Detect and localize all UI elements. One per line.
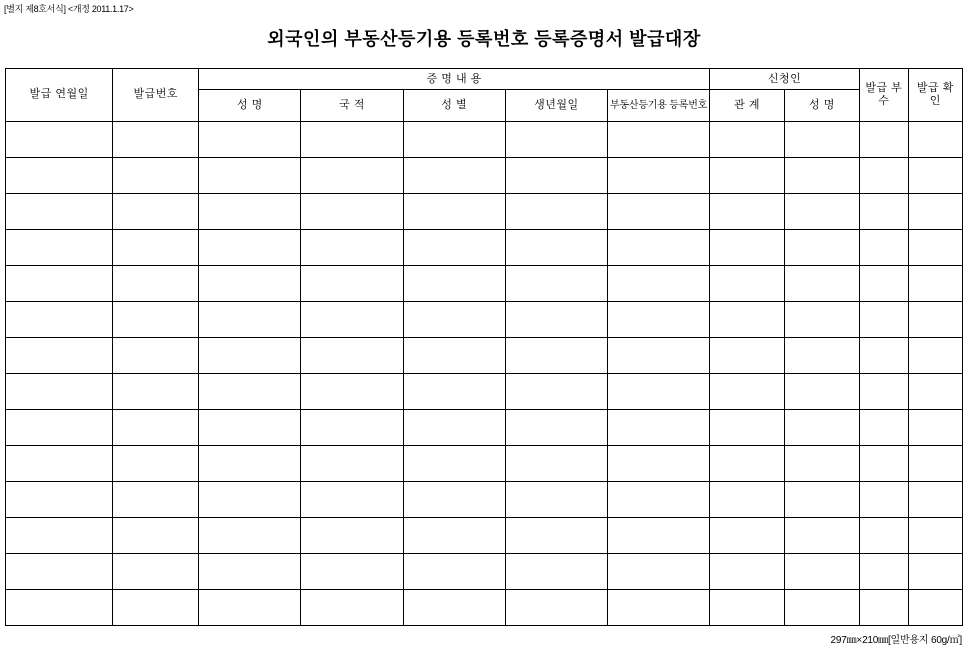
cell-issue-date[interactable]: [6, 518, 113, 554]
cell-relation[interactable]: [710, 194, 785, 230]
table-row[interactable]: [6, 590, 963, 626]
cell-issue-number[interactable]: [113, 158, 199, 194]
table-row[interactable]: [6, 194, 963, 230]
cell-confirmation[interactable]: [908, 158, 962, 194]
cell-applicant-name[interactable]: [785, 338, 860, 374]
cell-confirmation[interactable]: [908, 482, 962, 518]
cell-gender[interactable]: [403, 446, 505, 482]
header-relation: 관 계: [710, 90, 785, 122]
cell-name[interactable]: [199, 410, 301, 446]
cell-issue-number[interactable]: [113, 122, 199, 158]
cell-nationality[interactable]: [301, 302, 403, 338]
cell-birth-date[interactable]: [505, 554, 607, 590]
cell-confirmation[interactable]: [908, 194, 962, 230]
cell-name[interactable]: [199, 518, 301, 554]
cell-applicant-name[interactable]: [785, 122, 860, 158]
cell-issue-date[interactable]: [6, 158, 113, 194]
header-confirmation-line2: 인: [929, 95, 941, 107]
cell-copies[interactable]: [859, 122, 908, 158]
cell-issue-number[interactable]: [113, 518, 199, 554]
cell-name[interactable]: [199, 590, 301, 626]
cell-copies[interactable]: [859, 194, 908, 230]
cell-registration-number[interactable]: [607, 374, 709, 410]
cell-registration-number[interactable]: [607, 338, 709, 374]
cell-issue-date[interactable]: [6, 410, 113, 446]
cell-birth-date[interactable]: [505, 482, 607, 518]
cell-copies[interactable]: [859, 554, 908, 590]
cell-issue-number[interactable]: [113, 446, 199, 482]
cell-registration-number[interactable]: [607, 554, 709, 590]
cell-name[interactable]: [199, 194, 301, 230]
cell-gender[interactable]: [403, 266, 505, 302]
cell-issue-date[interactable]: [6, 230, 113, 266]
cell-issue-date[interactable]: [6, 446, 113, 482]
cell-copies[interactable]: [859, 302, 908, 338]
cell-confirmation[interactable]: [908, 410, 962, 446]
cell-copies[interactable]: [859, 446, 908, 482]
cell-nationality[interactable]: [301, 590, 403, 626]
cell-nationality[interactable]: [301, 374, 403, 410]
cell-nationality[interactable]: [301, 158, 403, 194]
cell-issue-date[interactable]: [6, 302, 113, 338]
cell-nationality[interactable]: [301, 194, 403, 230]
cell-applicant-name[interactable]: [785, 518, 860, 554]
table-row[interactable]: [6, 122, 963, 158]
cell-nationality[interactable]: [301, 338, 403, 374]
cell-relation[interactable]: [710, 446, 785, 482]
header-copies-line1: 발급 부: [865, 81, 903, 94]
header-applicant: 신청인: [710, 69, 860, 90]
table-row[interactable]: [6, 230, 963, 266]
cell-gender[interactable]: [403, 590, 505, 626]
header-certificate-content: 증 명 내 용: [199, 69, 710, 90]
cell-name[interactable]: [199, 302, 301, 338]
table-row[interactable]: [6, 554, 963, 590]
cell-birth-date[interactable]: [505, 374, 607, 410]
header-gender: 성 별: [403, 90, 505, 122]
cell-relation[interactable]: [710, 410, 785, 446]
table-row[interactable]: [6, 338, 963, 374]
cell-registration-number[interactable]: [607, 482, 709, 518]
table-row[interactable]: [6, 302, 963, 338]
cell-copies[interactable]: [859, 266, 908, 302]
cell-nationality[interactable]: [301, 266, 403, 302]
cell-issue-date[interactable]: [6, 590, 113, 626]
cell-copies[interactable]: [859, 158, 908, 194]
cell-issue-number[interactable]: [113, 554, 199, 590]
cell-registration-number[interactable]: [607, 590, 709, 626]
cell-confirmation[interactable]: [908, 554, 962, 590]
cell-applicant-name[interactable]: [785, 158, 860, 194]
cell-copies[interactable]: [859, 230, 908, 266]
cell-confirmation[interactable]: [908, 338, 962, 374]
cell-copies[interactable]: [859, 518, 908, 554]
cell-name[interactable]: [199, 554, 301, 590]
cell-gender[interactable]: [403, 194, 505, 230]
cell-gender[interactable]: [403, 374, 505, 410]
table-row[interactable]: [6, 158, 963, 194]
cell-relation[interactable]: [710, 266, 785, 302]
cell-nationality[interactable]: [301, 482, 403, 518]
cell-confirmation[interactable]: [908, 518, 962, 554]
cell-gender[interactable]: [403, 410, 505, 446]
cell-issue-date[interactable]: [6, 122, 113, 158]
cell-relation[interactable]: [710, 230, 785, 266]
cell-copies[interactable]: [859, 374, 908, 410]
cell-issue-date[interactable]: [6, 266, 113, 302]
table-header-row-1: [6, 69, 963, 90]
cell-confirmation[interactable]: [908, 374, 962, 410]
cell-issue-date[interactable]: [6, 482, 113, 518]
cell-gender[interactable]: [403, 302, 505, 338]
cell-applicant-name[interactable]: [785, 410, 860, 446]
cell-issue-number[interactable]: [113, 194, 199, 230]
cell-birth-date[interactable]: [505, 446, 607, 482]
table-row[interactable]: [6, 518, 963, 554]
cell-birth-date[interactable]: [505, 338, 607, 374]
cell-relation[interactable]: [710, 338, 785, 374]
cell-applicant-name[interactable]: [785, 482, 860, 518]
cell-registration-number[interactable]: [607, 410, 709, 446]
cell-registration-number[interactable]: [607, 266, 709, 302]
cell-confirmation[interactable]: [908, 266, 962, 302]
cell-name[interactable]: [199, 158, 301, 194]
cell-birth-date[interactable]: [505, 158, 607, 194]
cell-nationality[interactable]: [301, 446, 403, 482]
cell-relation[interactable]: [710, 374, 785, 410]
cell-applicant-name[interactable]: [785, 302, 860, 338]
cell-copies[interactable]: [859, 338, 908, 374]
cell-birth-date[interactable]: [505, 230, 607, 266]
cell-relation[interactable]: [710, 554, 785, 590]
cell-gender[interactable]: [403, 338, 505, 374]
cell-issue-date[interactable]: [6, 194, 113, 230]
cell-registration-number[interactable]: [607, 122, 709, 158]
cell-birth-date[interactable]: [505, 590, 607, 626]
cell-birth-date[interactable]: [505, 518, 607, 554]
table-row[interactable]: [6, 482, 963, 518]
cell-relation[interactable]: [710, 590, 785, 626]
cell-copies[interactable]: [859, 482, 908, 518]
cell-name[interactable]: [199, 266, 301, 302]
table-row[interactable]: [6, 374, 963, 410]
cell-confirmation[interactable]: [908, 446, 962, 482]
table-body: [6, 69, 963, 626]
cell-relation[interactable]: [710, 302, 785, 338]
cell-gender[interactable]: [403, 158, 505, 194]
header-copies-line2: 수: [878, 95, 890, 107]
cell-issue-date[interactable]: [6, 554, 113, 590]
cell-applicant-name[interactable]: [785, 446, 860, 482]
cell-issue-number[interactable]: [113, 302, 199, 338]
cell-confirmation[interactable]: [908, 302, 962, 338]
cell-name[interactable]: [199, 122, 301, 158]
cell-applicant-name[interactable]: [785, 590, 860, 626]
cell-nationality[interactable]: [301, 230, 403, 266]
form-reference-label: [별지 제8호서식] <개정 2011.1.17>: [4, 4, 134, 14]
cell-issue-date[interactable]: [6, 338, 113, 374]
cell-applicant-name[interactable]: [785, 230, 860, 266]
cell-birth-date[interactable]: [505, 410, 607, 446]
header-copies: [859, 69, 908, 122]
cell-issue-number[interactable]: [113, 266, 199, 302]
header-registration-number: 부동산등기용 등록번호: [607, 90, 709, 122]
cell-registration-number[interactable]: [607, 518, 709, 554]
header-nationality: 국 적: [301, 90, 403, 122]
cell-registration-number[interactable]: [607, 230, 709, 266]
cell-copies[interactable]: [859, 410, 908, 446]
cell-relation[interactable]: [710, 518, 785, 554]
cell-issue-number[interactable]: [113, 590, 199, 626]
cell-gender[interactable]: [403, 554, 505, 590]
cell-gender[interactable]: [403, 482, 505, 518]
table-row[interactable]: [6, 410, 963, 446]
cell-nationality[interactable]: [301, 122, 403, 158]
page-title: 외국인의 부동산등기용 등록번호 등록증명서 발급대장: [267, 29, 701, 49]
cell-name[interactable]: [199, 482, 301, 518]
cell-birth-date[interactable]: [505, 302, 607, 338]
header-birth-date: 생년월일: [505, 90, 607, 122]
cell-name[interactable]: [199, 374, 301, 410]
header-applicant-name: 성 명: [785, 90, 860, 122]
cell-confirmation[interactable]: [908, 590, 962, 626]
cell-gender[interactable]: [403, 518, 505, 554]
cell-issue-number[interactable]: [113, 482, 199, 518]
cell-name[interactable]: [199, 230, 301, 266]
header-issue-date: 발급 연월일: [6, 69, 113, 122]
cell-gender[interactable]: [403, 122, 505, 158]
cell-relation[interactable]: [710, 482, 785, 518]
cell-nationality[interactable]: [301, 518, 403, 554]
cell-applicant-name[interactable]: [785, 194, 860, 230]
header-confirmation: [908, 69, 962, 122]
cell-nationality[interactable]: [301, 410, 403, 446]
cell-birth-date[interactable]: [505, 122, 607, 158]
cell-registration-number[interactable]: [607, 194, 709, 230]
cell-issue-number[interactable]: [113, 338, 199, 374]
cell-birth-date[interactable]: [505, 194, 607, 230]
cell-copies[interactable]: [859, 590, 908, 626]
cell-applicant-name[interactable]: [785, 374, 860, 410]
table-row[interactable]: [6, 266, 963, 302]
header-confirmation-line1: 발급 확: [916, 81, 954, 94]
cell-gender[interactable]: [403, 230, 505, 266]
cell-confirmation[interactable]: [908, 230, 962, 266]
header-name: 성 명: [199, 90, 301, 122]
cell-issue-date[interactable]: [6, 374, 113, 410]
cell-applicant-name[interactable]: [785, 554, 860, 590]
cell-confirmation[interactable]: [908, 122, 962, 158]
cell-issue-number[interactable]: [113, 374, 199, 410]
cell-registration-number[interactable]: [607, 446, 709, 482]
cell-name[interactable]: [199, 446, 301, 482]
table-row[interactable]: [6, 446, 963, 482]
cell-issue-number[interactable]: [113, 230, 199, 266]
ledger-table: [5, 68, 963, 626]
cell-registration-number[interactable]: [607, 158, 709, 194]
cell-issue-number[interactable]: [113, 410, 199, 446]
cell-registration-number[interactable]: [607, 302, 709, 338]
cell-birth-date[interactable]: [505, 266, 607, 302]
cell-applicant-name[interactable]: [785, 266, 860, 302]
cell-relation[interactable]: [710, 158, 785, 194]
cell-nationality[interactable]: [301, 554, 403, 590]
paper-spec-footnote: 297㎜×210㎜[일반용지 60g/㎡]: [830, 635, 962, 646]
header-issue-number: 발급번호: [113, 69, 199, 122]
cell-name[interactable]: [199, 338, 301, 374]
cell-relation[interactable]: [710, 122, 785, 158]
